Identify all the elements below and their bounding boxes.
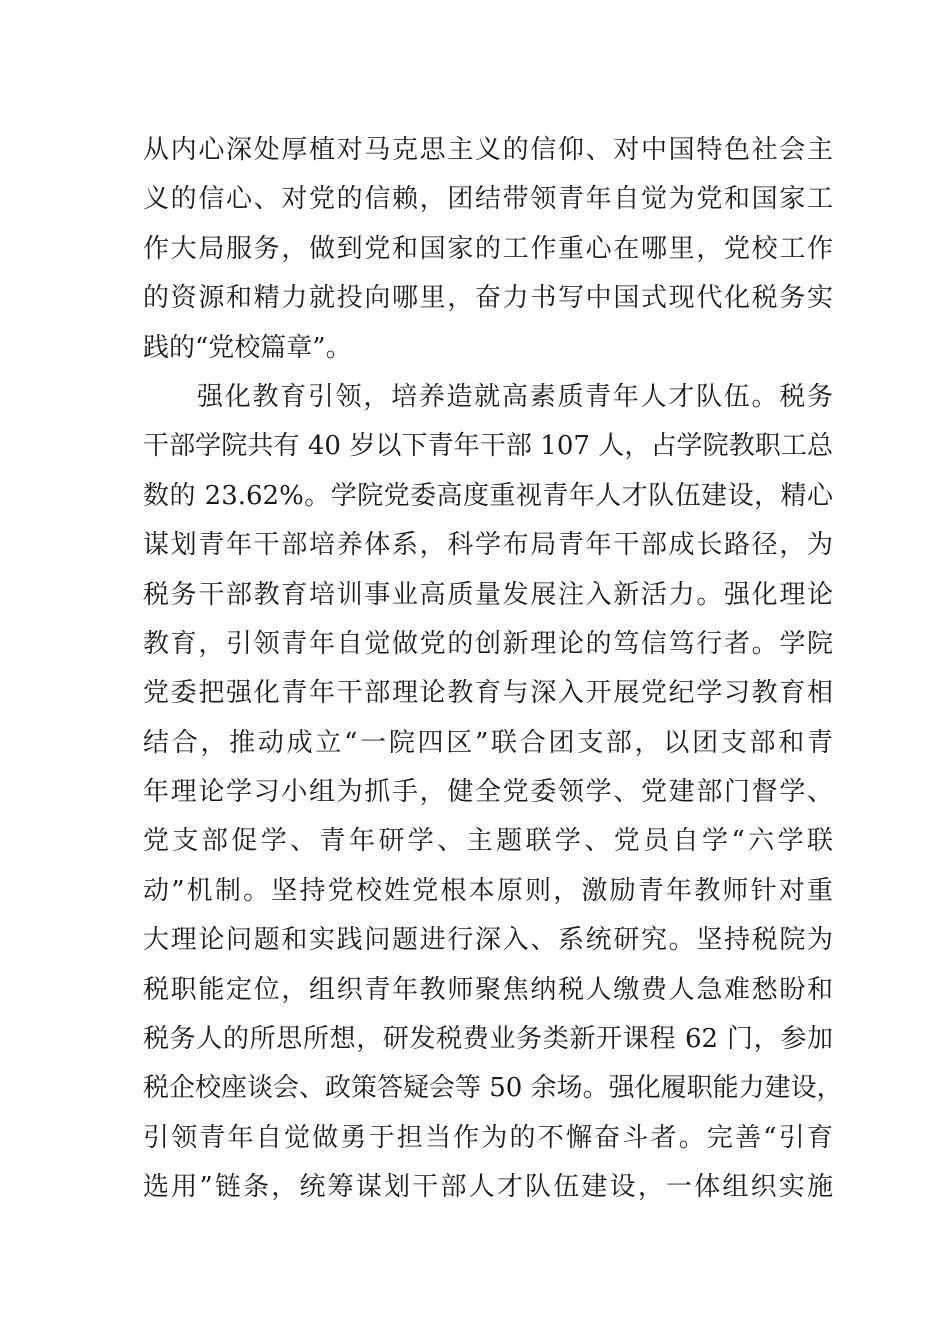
- document-body: [143, 126, 843, 1213]
- paragraph-2: [143, 373, 843, 1213]
- text-line: 教育，引领青年自觉做党的创新理论的笃信笃行者。学院: [143, 628, 833, 659]
- text-line: 动”机制。坚持党校姓党根本原则，激励青年教师针对重: [143, 875, 833, 906]
- text-line: 税务干部教育培训事业高质量发展注入新活力。强化理论: [143, 579, 833, 610]
- text-line: 干部学院共有 40 岁以下青年干部 107 人，占学院教职工总: [143, 431, 833, 462]
- text-line: 大理论问题和实践问题进行深入、系统研究。坚持税院为: [143, 925, 833, 956]
- text-line: 税务人的所思所想，研发税费业务类新开课程 62 门，参加: [143, 1024, 833, 1055]
- text-line: 税企校座谈会、政策答疑会等 50 余场。强化履职能力建设，: [143, 1073, 843, 1104]
- text-line: 税职能定位，组织青年教师聚焦纳税人缴费人急难愁盼和: [143, 974, 833, 1005]
- text-line: 年理论学习小组为抓手，健全党委领学、党建部门督学、: [143, 777, 833, 808]
- text-line: 从内心深处厚植对马克思主义的信仰、对中国特色社会主: [143, 135, 833, 165]
- text-line: 引领青年自觉做勇于担当作为的不懈奋斗者。完善“引育: [143, 1122, 833, 1153]
- text-line: 党委把强化青年干部理论教育与深入开展党纪学习教育相: [143, 678, 833, 709]
- text-line: 数的 23.62%。学院党委高度重视青年人才队伍建设，精心: [143, 480, 833, 511]
- text-line: 强化教育引领，培养造就高素质青年人才队伍。税务: [197, 381, 833, 412]
- text-line: 的资源和精力就投向哪里，奋力书写中国式现代化税务实: [143, 283, 833, 314]
- text-line: 作大局服务，做到党和国家的工作重心在哪里，党校工作: [143, 233, 833, 264]
- text-line: 结合，推动成立“一院四区”联合团支部，以团支部和青: [143, 727, 833, 758]
- text-line: 谋划青年干部培养体系，科学布局青年干部成长路径，为: [143, 530, 833, 561]
- text-line: 义的信心、对党的信赖，团结带领青年自觉为党和国家工: [143, 184, 833, 215]
- text-line: 选用”链条，统筹谋划干部人才队伍建设，一体组织实施: [143, 1172, 833, 1203]
- paragraph-1: [143, 126, 833, 373]
- text-line: 党支部促学、青年研学、主题联学、党员自学“六学联: [143, 826, 833, 857]
- text-line: 践的“党校篇章”。: [143, 332, 352, 363]
